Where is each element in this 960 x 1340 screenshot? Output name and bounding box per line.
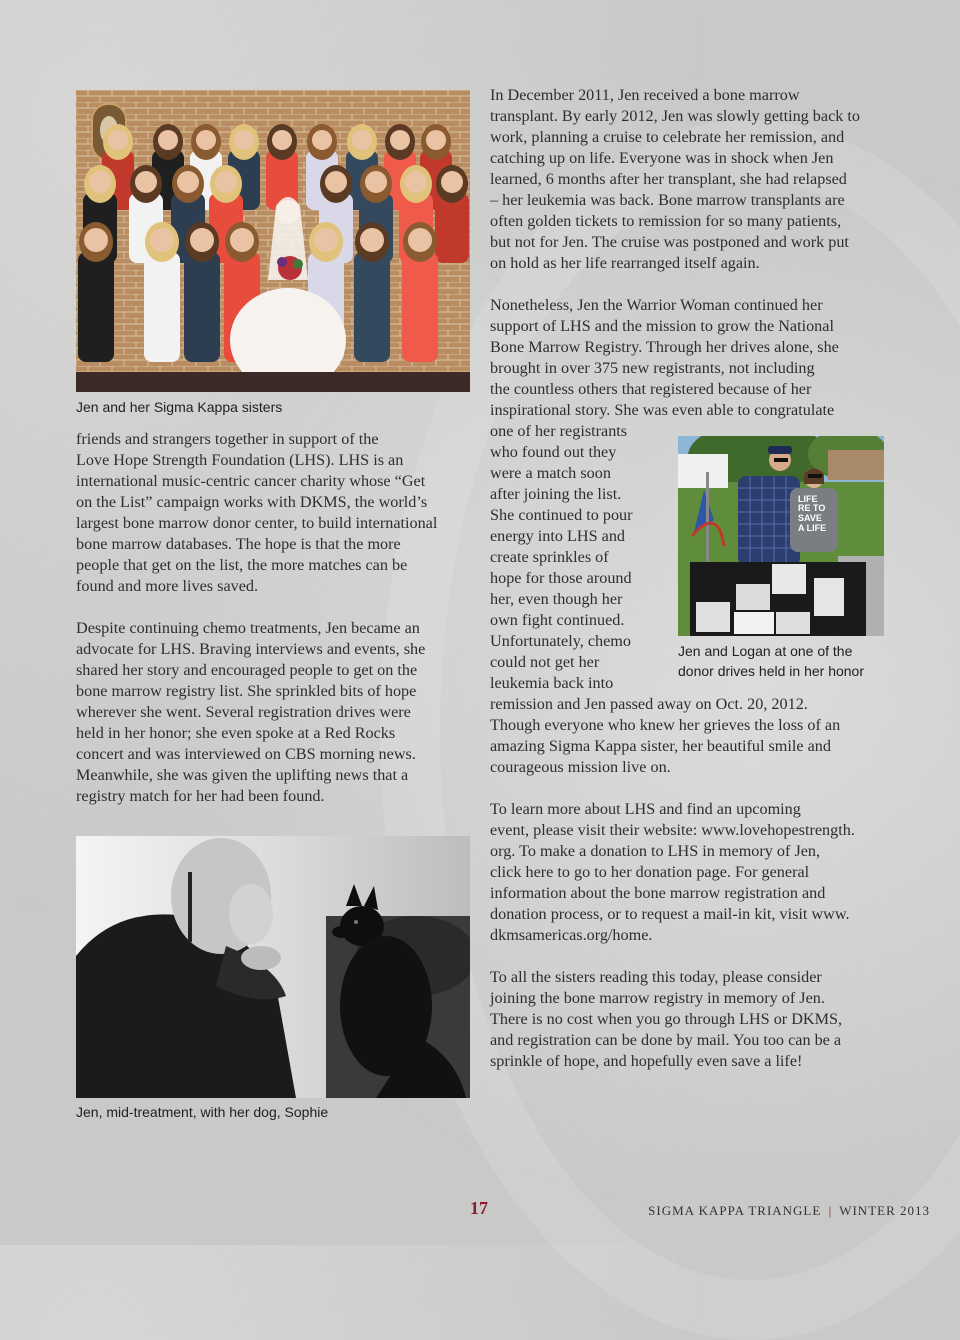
right-paragraph-2-end [490,694,840,778]
issue-label: WINTER 2013 [839,1203,930,1218]
text-line: bone marrow registry list. She sprinkled bits of hope [76,682,417,700]
left-paragraph-2 [76,618,425,807]
text-line: joining the bone marrow registry in memory of Jen. [490,989,825,1007]
text-line: bone marrow databases. The hope is that the more [76,535,401,553]
text-line: largest bone marrow donor center, to build international [76,514,438,532]
right-paragraph-2-wrapped [490,421,633,694]
text-line: Though everyone who knew her grieves the loss of an [490,716,841,734]
text-line: after joining the list. [490,485,622,503]
text-line: event, please visit their website: www.lovehopestrength. [490,821,855,839]
sign-text-2: SAVE [798,513,822,523]
text-line: information about the bone marrow registration and [490,884,826,902]
text-line: people that get on the list, the more matches can be [76,556,408,574]
right-paragraph-3 [490,799,855,946]
text-line: In December 2011, Jen received a bone marrow [490,86,800,104]
text-line: To all the sisters reading this today, please consider [490,968,822,986]
text-line: amazing Sigma Kappa sister, her beautiful smile and [490,737,831,755]
right-paragraph-1 [490,85,860,274]
donor-drive-photo [678,436,884,636]
right-paragraph-4 [490,967,842,1072]
text-line: catching up on life. Everyone was in shock when Jen [490,149,834,167]
text-line: international music-centric cancer charity whose “Get [76,472,426,490]
text-line: were a match soon [490,464,611,482]
text-line: her, even though her [490,590,623,608]
text-line: transplant. By early 2012, Jen was slowly getting back to [490,107,860,125]
text-line: inspirational story. She was even able to congratulate [490,401,835,419]
text-line: held in her honor; she even spoke at a Red Rocks [76,724,396,742]
text-line: shared her story and encouraged people to get on the [76,661,418,679]
text-line: donation process, or to request a mail-in kit, visit www. [490,905,850,923]
text-line: advocate for LHS. Braving interviews and events, she [76,640,426,658]
sign-text-0: LIFE [798,494,818,504]
text-line: energy into LHS and [490,527,626,545]
sisters-photo-caption: Jen and her Sigma Kappa sisters [76,399,283,415]
sign-text-3: A LIFE [798,523,827,533]
text-line: own fight continued. [490,611,625,629]
text-line: org. To make a donation to LHS in memory of Jen, [490,842,821,860]
text-line: – her leukemia was back. Bone marrow transplants are [490,191,845,209]
text-line: leukemia back into [490,674,614,692]
text-line: To learn more about LHS and find an upcoming [490,800,801,818]
donor-drive-caption-line-2: donor drives held in her honor [678,663,865,679]
text-line: hope for those around [490,569,632,587]
text-line: and registration can be done by mail. You too can be a [490,1031,842,1049]
text-line: dkmsamericas.org/home. [490,926,653,944]
dog-photo [76,836,470,1098]
dog-photo-caption: Jen, mid-treatment, with her dog, Sophie [76,1104,329,1120]
donor-drive-caption-line-1: Jen and Logan at one of the [678,643,853,659]
text-line: the countless others that registered because of her [490,380,812,398]
page-number: 17 [470,1198,488,1218]
text-line: found and more lives saved. [76,577,259,595]
text-line: support of LHS and the mission to grow the National [490,317,834,335]
text-line: but not for Jen. The cruise was postponed and work put [490,233,849,251]
text-line: courageous mission live on. [490,758,671,776]
sign-text-1: RE TO [798,503,826,513]
right-paragraph-2-full [490,295,839,421]
text-line: Nonetheless, Jen the Warrior Woman continued her [490,296,823,314]
magazine-footer [648,1203,930,1219]
text-line: She continued to pour [490,506,633,524]
text-line: There is no cost when you go through LHS or DKMS, [490,1010,843,1028]
text-line: click here to go to her donation page. For general [490,863,810,881]
magazine-title: SIGMA KAPPA TRIANGLE [648,1203,822,1218]
text-line: Unfortunately, chemo [490,632,631,650]
text-line: wherever she went. Several registration drives were [76,703,411,721]
text-line: on hold as her life rearranged itself again. [490,254,760,272]
text-line: Despite continuing chemo treatments, Jen became an [76,619,420,637]
text-line: sprinkle of hope, and hopefully even save a life! [490,1052,803,1070]
text-line: one of her registrants [490,422,628,440]
text-line: create sprinkles of [490,548,609,566]
text-line: often golden tickets to remission for so many patients, [490,212,842,230]
text-line: brought in over 375 new registrants, not including [490,359,815,377]
text-line: Bone Marrow Registry. Through her drives alone, she [490,338,839,356]
text-line: work, planning a cruise to celebrate her remission, and [490,128,845,146]
text-line: remission and Jen passed away on Oct. 20, 2012. [490,695,808,713]
sisters-photo [76,90,470,392]
left-paragraph-1 [76,429,437,597]
text-line: Love Hope Strength Foundation (LHS). LHS is an [76,451,404,469]
text-line: friends and strangers together in support of the [76,430,379,448]
footer-separator: | [828,1203,833,1218]
text-line: learned, 6 months after her transplant, she had relapsed [490,170,847,188]
donor-drive-caption [678,641,864,681]
text-line: on the List” campaign works with DKMS, the world’s [76,493,428,511]
text-line: Meanwhile, she was given the uplifting news that a [76,766,409,784]
text-line: who found out they [490,443,617,461]
text-line: concert and was interviewed on CBS morning news. [76,745,416,763]
text-line: registry match for her had been found. [76,787,325,805]
text-line: could not get her [490,653,600,671]
